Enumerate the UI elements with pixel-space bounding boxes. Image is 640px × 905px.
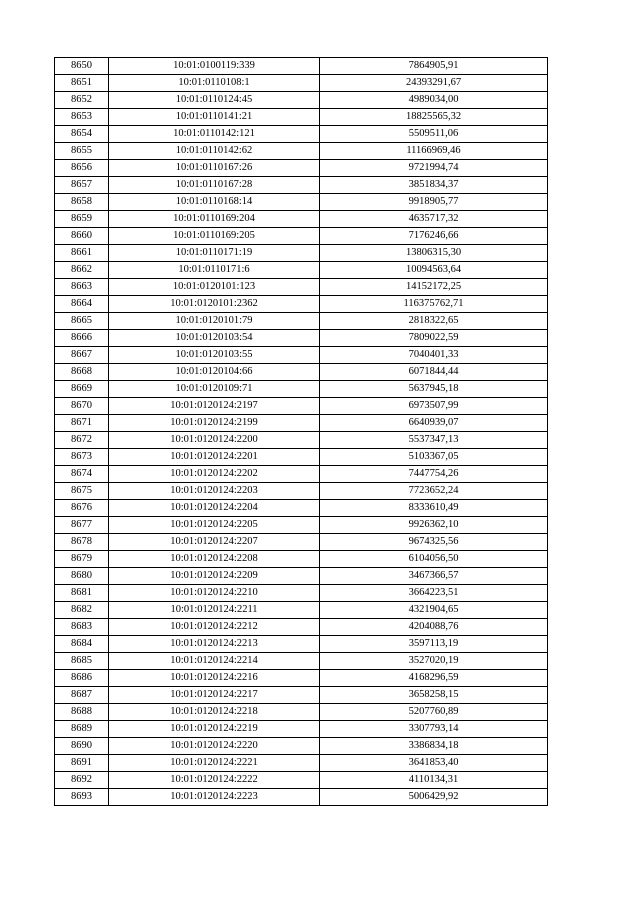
row-number-cell: 8662	[55, 262, 109, 279]
table-row	[55, 398, 548, 415]
value-cell: 7723652,24	[320, 483, 548, 500]
value-cell: 3658258,15	[320, 687, 548, 704]
value-cell: 11166969,46	[320, 143, 548, 160]
value-cell: 3597113,19	[320, 636, 548, 653]
table-row	[55, 126, 548, 143]
row-number-cell: 8650	[55, 58, 109, 75]
value-cell: 7447754,26	[320, 466, 548, 483]
table-row	[55, 194, 548, 211]
table-row	[55, 466, 548, 483]
value-cell: 5103367,05	[320, 449, 548, 466]
value-cell: 4635717,32	[320, 211, 548, 228]
row-number-cell: 8673	[55, 449, 109, 466]
table-row	[55, 58, 548, 75]
cadastral-number-cell: 10:01:0120124:2216	[109, 670, 320, 687]
row-number-cell: 8676	[55, 500, 109, 517]
row-number-cell: 8693	[55, 789, 109, 806]
table-row	[55, 92, 548, 109]
cadastral-number-cell: 10:01:0120124:2217	[109, 687, 320, 704]
cadastral-number-cell: 10:01:0120124:2212	[109, 619, 320, 636]
row-number-cell: 8668	[55, 364, 109, 381]
table-row	[55, 262, 548, 279]
table-row	[55, 721, 548, 738]
cadastral-number-cell: 10:01:0120104:66	[109, 364, 320, 381]
table-row	[55, 160, 548, 177]
cadastral-number-cell: 10:01:0120124:2213	[109, 636, 320, 653]
value-cell: 3386834,18	[320, 738, 548, 755]
row-number-cell: 8669	[55, 381, 109, 398]
value-cell: 4989034,00	[320, 92, 548, 109]
value-cell: 3467366,57	[320, 568, 548, 585]
table-row	[55, 755, 548, 772]
cadastral-number-cell: 10:01:0120124:2200	[109, 432, 320, 449]
table-row	[55, 296, 548, 313]
cadastral-number-cell: 10:01:0120124:2219	[109, 721, 320, 738]
value-cell: 5006429,92	[320, 789, 548, 806]
cadastral-number-cell: 10:01:0110169:204	[109, 211, 320, 228]
row-number-cell: 8661	[55, 245, 109, 262]
row-number-cell: 8680	[55, 568, 109, 585]
row-number-cell: 8681	[55, 585, 109, 602]
table-row	[55, 449, 548, 466]
cadastral-number-cell: 10:01:0120124:2207	[109, 534, 320, 551]
row-number-cell: 8664	[55, 296, 109, 313]
value-cell: 9926362,10	[320, 517, 548, 534]
row-number-cell: 8653	[55, 109, 109, 126]
cadastral-number-cell: 10:01:0110169:205	[109, 228, 320, 245]
cadastral-number-cell: 10:01:0110141:21	[109, 109, 320, 126]
table-row	[55, 415, 548, 432]
cadastral-number-cell: 10:01:0110142:62	[109, 143, 320, 160]
cadastral-number-cell: 10:01:0120124:2221	[109, 755, 320, 772]
row-number-cell: 8670	[55, 398, 109, 415]
row-number-cell: 8666	[55, 330, 109, 347]
value-cell: 4168296,59	[320, 670, 548, 687]
table-row	[55, 687, 548, 704]
value-cell: 6104056,50	[320, 551, 548, 568]
value-cell: 8333610,49	[320, 500, 548, 517]
value-cell: 6640939,07	[320, 415, 548, 432]
row-number-cell: 8685	[55, 653, 109, 670]
cadastral-number-cell: 10:01:0110142:121	[109, 126, 320, 143]
row-number-cell: 8683	[55, 619, 109, 636]
value-cell: 3527020,19	[320, 653, 548, 670]
cadastral-number-cell: 10:01:0120109:71	[109, 381, 320, 398]
row-number-cell: 8665	[55, 313, 109, 330]
table-body	[55, 58, 548, 806]
cadastral-number-cell: 10:01:0120124:2214	[109, 653, 320, 670]
cadastral-number-cell: 10:01:0110171:19	[109, 245, 320, 262]
cadastral-number-cell: 10:01:0120101:123	[109, 279, 320, 296]
table-row	[55, 143, 548, 160]
table-row	[55, 772, 548, 789]
table-row	[55, 789, 548, 806]
table-row	[55, 670, 548, 687]
row-number-cell: 8692	[55, 772, 109, 789]
cadastral-number-cell: 10:01:0120101:79	[109, 313, 320, 330]
cadastral-number-cell: 10:01:0120124:2201	[109, 449, 320, 466]
table-row	[55, 245, 548, 262]
cadastral-number-cell: 10:01:0120124:2199	[109, 415, 320, 432]
value-cell: 5637945,18	[320, 381, 548, 398]
value-cell: 7040401,33	[320, 347, 548, 364]
value-cell: 2818322,65	[320, 313, 548, 330]
row-number-cell: 8686	[55, 670, 109, 687]
row-number-cell: 8660	[55, 228, 109, 245]
row-number-cell: 8690	[55, 738, 109, 755]
value-cell: 9674325,56	[320, 534, 548, 551]
row-number-cell: 8672	[55, 432, 109, 449]
table-row	[55, 517, 548, 534]
value-cell: 3664223,51	[320, 585, 548, 602]
table-row	[55, 653, 548, 670]
value-cell: 7864905,91	[320, 58, 548, 75]
value-cell: 10094563,64	[320, 262, 548, 279]
row-number-cell: 8688	[55, 704, 109, 721]
value-cell: 4204088,76	[320, 619, 548, 636]
row-number-cell: 8675	[55, 483, 109, 500]
value-cell: 9721994,74	[320, 160, 548, 177]
table-row	[55, 619, 548, 636]
table-row	[55, 500, 548, 517]
row-number-cell: 8671	[55, 415, 109, 432]
value-cell: 5509511,06	[320, 126, 548, 143]
cadastral-number-cell: 10:01:0120124:2210	[109, 585, 320, 602]
cadastral-number-cell: 10:01:0120124:2211	[109, 602, 320, 619]
row-number-cell: 8691	[55, 755, 109, 772]
cadastral-number-cell: 10:01:0120124:2222	[109, 772, 320, 789]
value-cell: 6973507,99	[320, 398, 548, 415]
table-row	[55, 636, 548, 653]
row-number-cell: 8663	[55, 279, 109, 296]
value-cell: 7176246,66	[320, 228, 548, 245]
table-row	[55, 364, 548, 381]
value-cell: 9918905,77	[320, 194, 548, 211]
value-cell: 6071844,44	[320, 364, 548, 381]
table-row	[55, 211, 548, 228]
row-number-cell: 8652	[55, 92, 109, 109]
cadastral-number-cell: 10:01:0110108:1	[109, 75, 320, 92]
value-cell: 5537347,13	[320, 432, 548, 449]
row-number-cell: 8658	[55, 194, 109, 211]
row-number-cell: 8678	[55, 534, 109, 551]
cadastral-number-cell: 10:01:0110124:45	[109, 92, 320, 109]
value-cell: 4110134,31	[320, 772, 548, 789]
value-cell: 116375762,71	[320, 296, 548, 313]
table-row	[55, 330, 548, 347]
cadastral-number-cell: 10:01:0120124:2205	[109, 517, 320, 534]
value-cell: 18825565,32	[320, 109, 548, 126]
value-cell: 24393291,67	[320, 75, 548, 92]
row-number-cell: 8689	[55, 721, 109, 738]
cadastral-number-cell: 10:01:0120103:54	[109, 330, 320, 347]
cadastral-number-cell: 10:01:0120124:2203	[109, 483, 320, 500]
row-number-cell: 8659	[55, 211, 109, 228]
row-number-cell: 8679	[55, 551, 109, 568]
row-number-cell: 8655	[55, 143, 109, 160]
cadastral-number-cell: 10:01:0110167:28	[109, 177, 320, 194]
cadastral-number-cell: 10:01:0120124:2204	[109, 500, 320, 517]
table-row	[55, 75, 548, 92]
cadastral-number-cell: 10:01:0120101:2362	[109, 296, 320, 313]
table-row	[55, 738, 548, 755]
row-number-cell: 8657	[55, 177, 109, 194]
cadastral-number-cell: 10:01:0110167:26	[109, 160, 320, 177]
table-row	[55, 568, 548, 585]
value-cell: 3307793,14	[320, 721, 548, 738]
cadastral-number-cell: 10:01:0120124:2223	[109, 789, 320, 806]
cadastral-number-cell: 10:01:0120124:2197	[109, 398, 320, 415]
row-number-cell: 8674	[55, 466, 109, 483]
cadastral-number-cell: 10:01:0110171:6	[109, 262, 320, 279]
value-cell: 5207760,89	[320, 704, 548, 721]
cadastral-number-cell: 10:01:0120124:2208	[109, 551, 320, 568]
row-number-cell: 8667	[55, 347, 109, 364]
value-cell: 3641853,40	[320, 755, 548, 772]
cadastral-number-cell: 10:01:0100119:339	[109, 58, 320, 75]
row-number-cell: 8687	[55, 687, 109, 704]
row-number-cell: 8651	[55, 75, 109, 92]
row-number-cell: 8684	[55, 636, 109, 653]
value-cell: 13806315,30	[320, 245, 548, 262]
row-number-cell: 8654	[55, 126, 109, 143]
table-row	[55, 585, 548, 602]
value-cell: 7809022,59	[320, 330, 548, 347]
cadastral-number-cell: 10:01:0120124:2220	[109, 738, 320, 755]
value-cell: 14152172,25	[320, 279, 548, 296]
table-row	[55, 279, 548, 296]
table-row	[55, 109, 548, 126]
table-row	[55, 483, 548, 500]
table-row	[55, 704, 548, 721]
cadastral-number-cell: 10:01:0110168:14	[109, 194, 320, 211]
table-row	[55, 534, 548, 551]
row-number-cell: 8656	[55, 160, 109, 177]
row-number-cell: 8682	[55, 602, 109, 619]
table-row	[55, 177, 548, 194]
table-row	[55, 313, 548, 330]
cadastral-number-cell: 10:01:0120103:55	[109, 347, 320, 364]
cadastral-number-cell: 10:01:0120124:2202	[109, 466, 320, 483]
table-row	[55, 228, 548, 245]
table-row	[55, 432, 548, 449]
table-row	[55, 347, 548, 364]
value-cell: 3851834,37	[320, 177, 548, 194]
cadastral-number-cell: 10:01:0120124:2218	[109, 704, 320, 721]
row-number-cell: 8677	[55, 517, 109, 534]
table-row	[55, 381, 548, 398]
cadastral-number-cell: 10:01:0120124:2209	[109, 568, 320, 585]
value-cell: 4321904,65	[320, 602, 548, 619]
table-row	[55, 602, 548, 619]
data-table	[54, 57, 548, 806]
table-row	[55, 551, 548, 568]
